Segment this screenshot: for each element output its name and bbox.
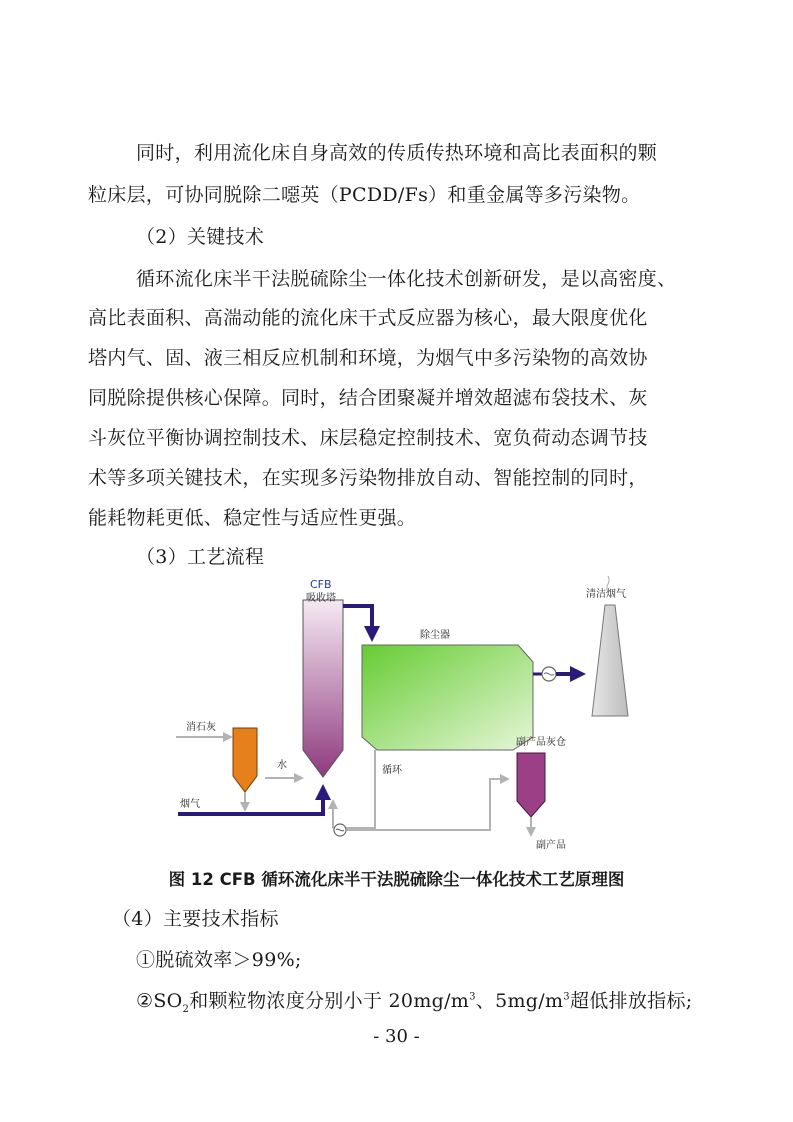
flue-gas-label: 烟气 [180, 799, 200, 810]
water-label: 水 [277, 760, 287, 771]
figure-caption: 图 12 CFB 循环流化床半干法脱硫除尘一体化技术工艺原理图 [168, 870, 625, 889]
lime-silo [233, 728, 257, 792]
paragraph-line: 能耗物耗更低、稳定性与适应性更强。 [88, 507, 417, 529]
paragraph-line: 同时，利用流化床自身高效的传质传热环境和高比表面积的颗 [136, 142, 658, 164]
indicator-item: $②SO_2$和颗粒物浓度分别小于 $20mg/m^3$、$5mg/m^3$超低排放指标; [136, 990, 693, 1015]
paragraph-line: 术等多项关键技术，在实现多污染物排放自动、智能控制的同时， [88, 467, 648, 489]
page-number: - 30 - [373, 1026, 420, 1047]
cfb-absorber-tower [303, 600, 343, 777]
indicator-item: ①脱硫效率＞99%; [136, 949, 302, 971]
section-heading: （4）主要技术指标 [112, 908, 279, 930]
byproduct-silo-label: 副产品灰仓 [516, 737, 566, 748]
dust-collector [362, 645, 533, 750]
paragraph-line: 同脱除提供核心保障。同时，结合团聚凝并增效超滤布袋技术、灰 [88, 387, 648, 409]
chimney-stack [592, 605, 628, 716]
paragraph-line: 塔内气、固、液三相反应机制和环境，为烟气中多污染物的高效协 [88, 347, 648, 369]
section-heading: （3）工艺流程 [136, 546, 265, 568]
paragraph-line: 斗灰位平衡协调控制技术、床层稳定控制技术、宽负荷动态调节技 [88, 427, 648, 449]
paragraph-line: 高比表面积、高湍动能的流化床干式反应器为核心，最大限度优化 [88, 307, 648, 329]
cycle-label: 循环 [382, 765, 402, 776]
process-flow-diagram [150, 572, 650, 862]
cfb-label: CFB [310, 578, 332, 591]
gas-to-collector-arrow [343, 606, 372, 634]
byproduct-label: 副产品 [536, 840, 566, 851]
byproduct-silo [517, 753, 545, 817]
paragraph-line: 粒床层，可协同脱除二噁英（PCDD/Fs）和重金属等多污染物。 [88, 184, 641, 206]
clean-gas-label: 清洁烟气 [586, 589, 626, 600]
paragraph-line: 循环流化床半干法脱硫除尘一体化技术创新研发，是以高密度、 [136, 268, 677, 290]
collector-label: 除尘器 [420, 630, 450, 641]
tower-label: 吸收塔 [306, 593, 336, 604]
section-heading: （2）关键技术 [136, 226, 265, 248]
lime-label: 消石灰 [186, 722, 216, 733]
